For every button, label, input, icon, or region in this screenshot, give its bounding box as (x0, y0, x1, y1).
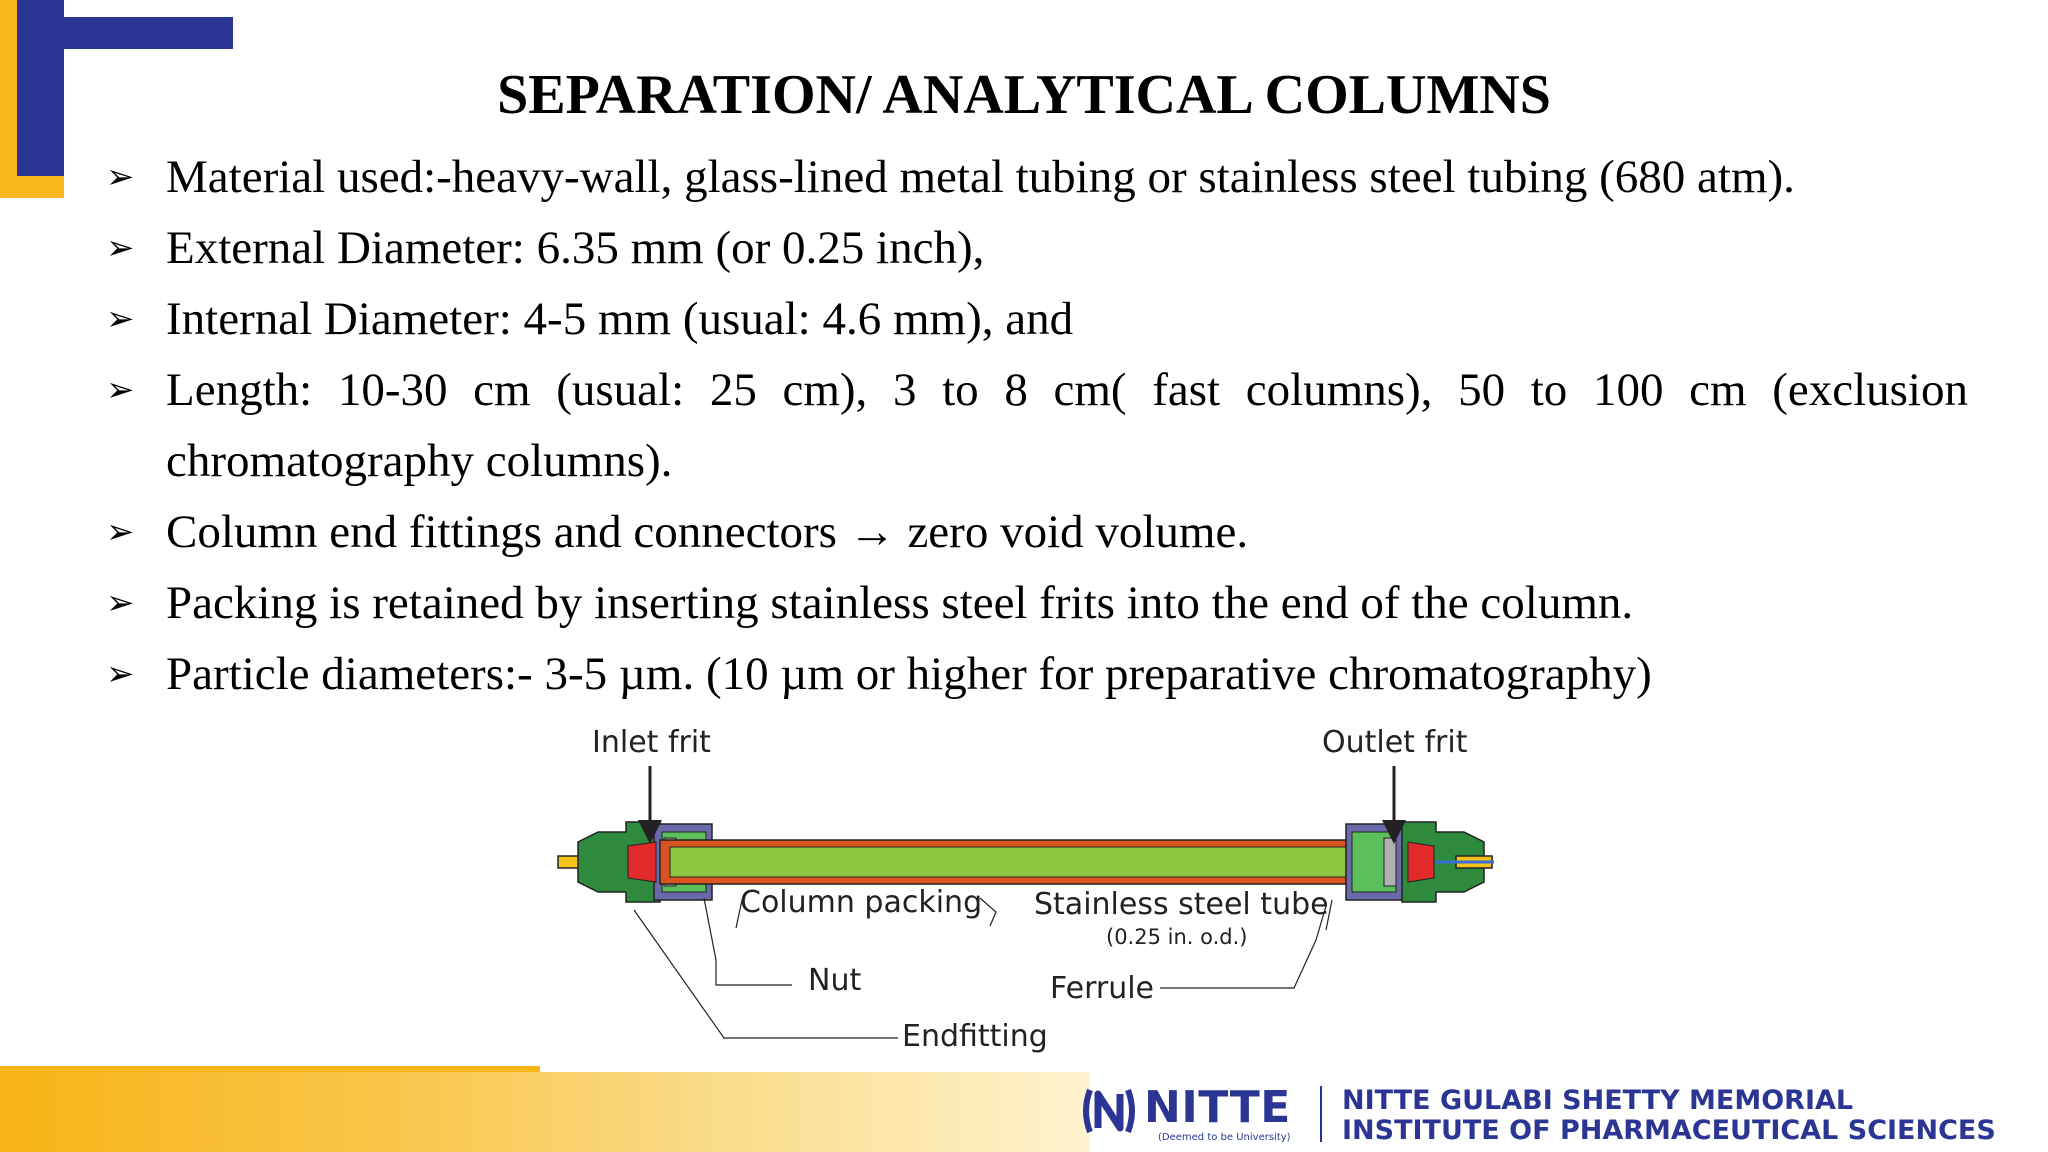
outlet-frit (1384, 838, 1396, 886)
nut-label: Nut (808, 963, 862, 998)
arrow-bullet-icon: ➢ (106, 157, 135, 197)
arrow-bullet-icon: ➢ (106, 228, 135, 268)
tube-od-label: (0.25 in. o.d.) (1106, 925, 1248, 949)
column-packing-label: Column packing (740, 885, 983, 920)
stainless-steel-tube-label: Stainless steel tube (1034, 887, 1329, 922)
nitte-logo-icon (1080, 1082, 1138, 1140)
institution-name (1342, 1086, 1996, 1146)
arrow-bullet-icon: ➢ (106, 512, 135, 552)
bullet-text: Column end fittings and connectors → zero void volume. (166, 506, 1249, 558)
footer-gradient-band (0, 1072, 1090, 1152)
bullet-text: External Diameter: 6.35 mm (or 0.25 inch), (166, 222, 985, 274)
bullet-end-fittings (106, 497, 1968, 568)
inlet-frit-label: Inlet frit (592, 725, 711, 760)
bullet-list (106, 142, 1968, 710)
outlet-frit-label: Outlet frit (1322, 725, 1468, 760)
deemed-university-text: (Deemed to be University) (1158, 1132, 1291, 1143)
bullet-text: Particle diameters:- 3-5 µm. (10 µm or higher for preparative chromatography) (166, 648, 1652, 700)
left-ferrule (628, 842, 656, 882)
arrow-bullet-icon: ➢ (106, 299, 135, 339)
bullet-particle-diameters (106, 639, 1968, 710)
footer-branding (1080, 1082, 2048, 1152)
corner-accent-blue-horizontal (17, 17, 233, 49)
ferrule-label: Ferrule (1050, 971, 1155, 1006)
bullet-text: Length: 10-30 cm (usual: 25 cm), 3 to 8 cm( fast columns), 50 to 100 cm (exclusion chromatography columns). (166, 364, 1968, 487)
column-diagram (556, 720, 1496, 1060)
arrow-bullet-icon: ➢ (106, 583, 135, 623)
institution-line-2: INSTITUTE OF PHARMACEUTICAL SCIENCES (1342, 1115, 1996, 1146)
bullet-length (106, 355, 1968, 497)
bullet-text: Material used:-heavy-wall, glass-lined metal tubing or stainless steel tubing (680 atm). (166, 151, 1795, 203)
bullet-packing (106, 568, 1968, 639)
column-tube (660, 840, 1402, 884)
bullet-internal-diameter (106, 284, 1968, 355)
arrow-bullet-icon: ➢ (106, 654, 135, 694)
right-ferrule (1408, 842, 1434, 882)
bullet-material (106, 142, 1968, 213)
column-packing-fill (670, 847, 1392, 877)
bullet-text: Packing is retained by inserting stainless steel frits into the end of the column. (166, 577, 1634, 629)
endfitting-label: Endfitting (902, 1019, 1048, 1054)
bullet-text: Internal Diameter: 4-5 mm (usual: 4.6 mm), and (166, 293, 1074, 345)
slide-title: SEPARATION/ ANALYTICAL COLUMNS (497, 64, 1551, 126)
brand-divider (1320, 1086, 1322, 1142)
nitte-logo-text: NITTE (1144, 1082, 1291, 1133)
right-endfitting (1346, 822, 1494, 902)
arrow-bullet-icon: ➢ (106, 370, 135, 410)
column-packing-leader (980, 898, 996, 926)
institution-line-1: NITTE GULABI SHETTY MEMORIAL (1342, 1085, 1854, 1116)
bullet-external-diameter (106, 213, 1968, 284)
